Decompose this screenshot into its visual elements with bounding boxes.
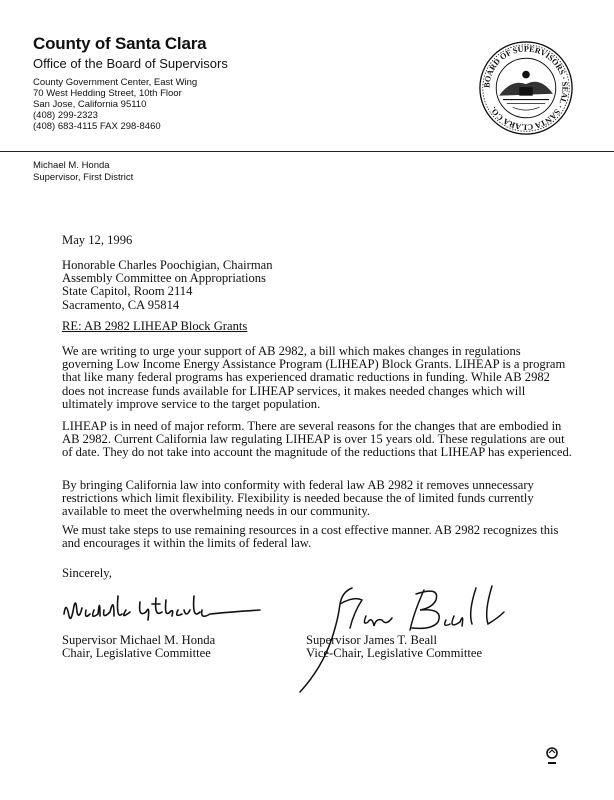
subject-line: RE: AB 2982 LIHEAP Block Grants (62, 319, 248, 333)
recipient-address (62, 259, 273, 312)
seal-text: BOARD OF SUPERVISORS · SEAL · SANTA CLARA CO. (482, 44, 570, 132)
header-divider (0, 151, 614, 152)
body-paragraph: By bringing California law into conformity with federal law AB 2982 it removes unnecessary restrictions which limit flexibility. Flexibility is needed because the of limited funds currently available to meet the overwhelming needs in our community. (62, 478, 534, 519)
address-line: 70 West Hedding Street, 10th Floor (33, 88, 182, 99)
author-title: Supervisor, First District (33, 172, 134, 183)
signer-title: Chair, Legislative Committee (62, 646, 211, 661)
county-seal (478, 40, 574, 136)
phone-line: (408) 299-2323 (33, 110, 98, 121)
letterhead-address (33, 77, 197, 132)
author-block (33, 160, 133, 184)
signature-block-honda (62, 634, 215, 660)
recipient-line: State Capitol, Room 2114 (62, 284, 193, 299)
signer-title: Vice-Chair, Legislative Committee (306, 646, 483, 661)
phone-fax-line: (408) 683-4115 FAX 298-8460 (33, 121, 161, 132)
signature-block-beall (306, 634, 482, 660)
address-line: County Government Center, East Wing (33, 77, 198, 88)
body-paragraph: We must take steps to use remaining resources in a cost effective manner. AB 2982 recognizes this and encourages it within the limits of federal law. (62, 523, 559, 551)
org-name: County of Santa Clara (33, 34, 207, 53)
signer-name: Supervisor James T. Beall (306, 633, 438, 647)
signature-honda (60, 590, 270, 630)
recipient-line: Assembly Committee on Appropriations (62, 271, 266, 286)
signer-name: Supervisor Michael M. Honda (62, 633, 216, 647)
address-line: San Jose, California 95110 (33, 99, 147, 110)
recycled-paper-icon (545, 746, 559, 770)
body-paragraph: LIHEAP is in need of major reform. There are several reasons for the changes that are embodied in AB 2982. Current California law regulating LIHEAP is over 15 years old. These regulations are out of date. They do not take into account the magnitude of the reductions that LIHEAP has experienced. (62, 419, 572, 460)
office-name: Office of the Board of Supervisors (33, 56, 228, 71)
author-name: Michael M. Honda (33, 160, 110, 171)
recipient-line: Sacramento, CA 95814 (62, 297, 180, 312)
body-paragraph: We are writing to urge your support of AB 2982, a bill which makes changes in regulations governing Low Income Energy Assistance Program (LIHEAP) Block Grants. LIHEAP is a program that like many federal programs has experienced dramatic reductions in funding. While AB 2982 does not increase funds available for LIHEAP services, it makes needed changes which will ultimately improve service to the target population. (62, 344, 566, 411)
closing: Sincerely, (62, 566, 112, 580)
recipient-line: Honorable Charles Poochigian, Chairman (62, 258, 273, 272)
letter-date: May 12, 1996 (62, 233, 133, 247)
